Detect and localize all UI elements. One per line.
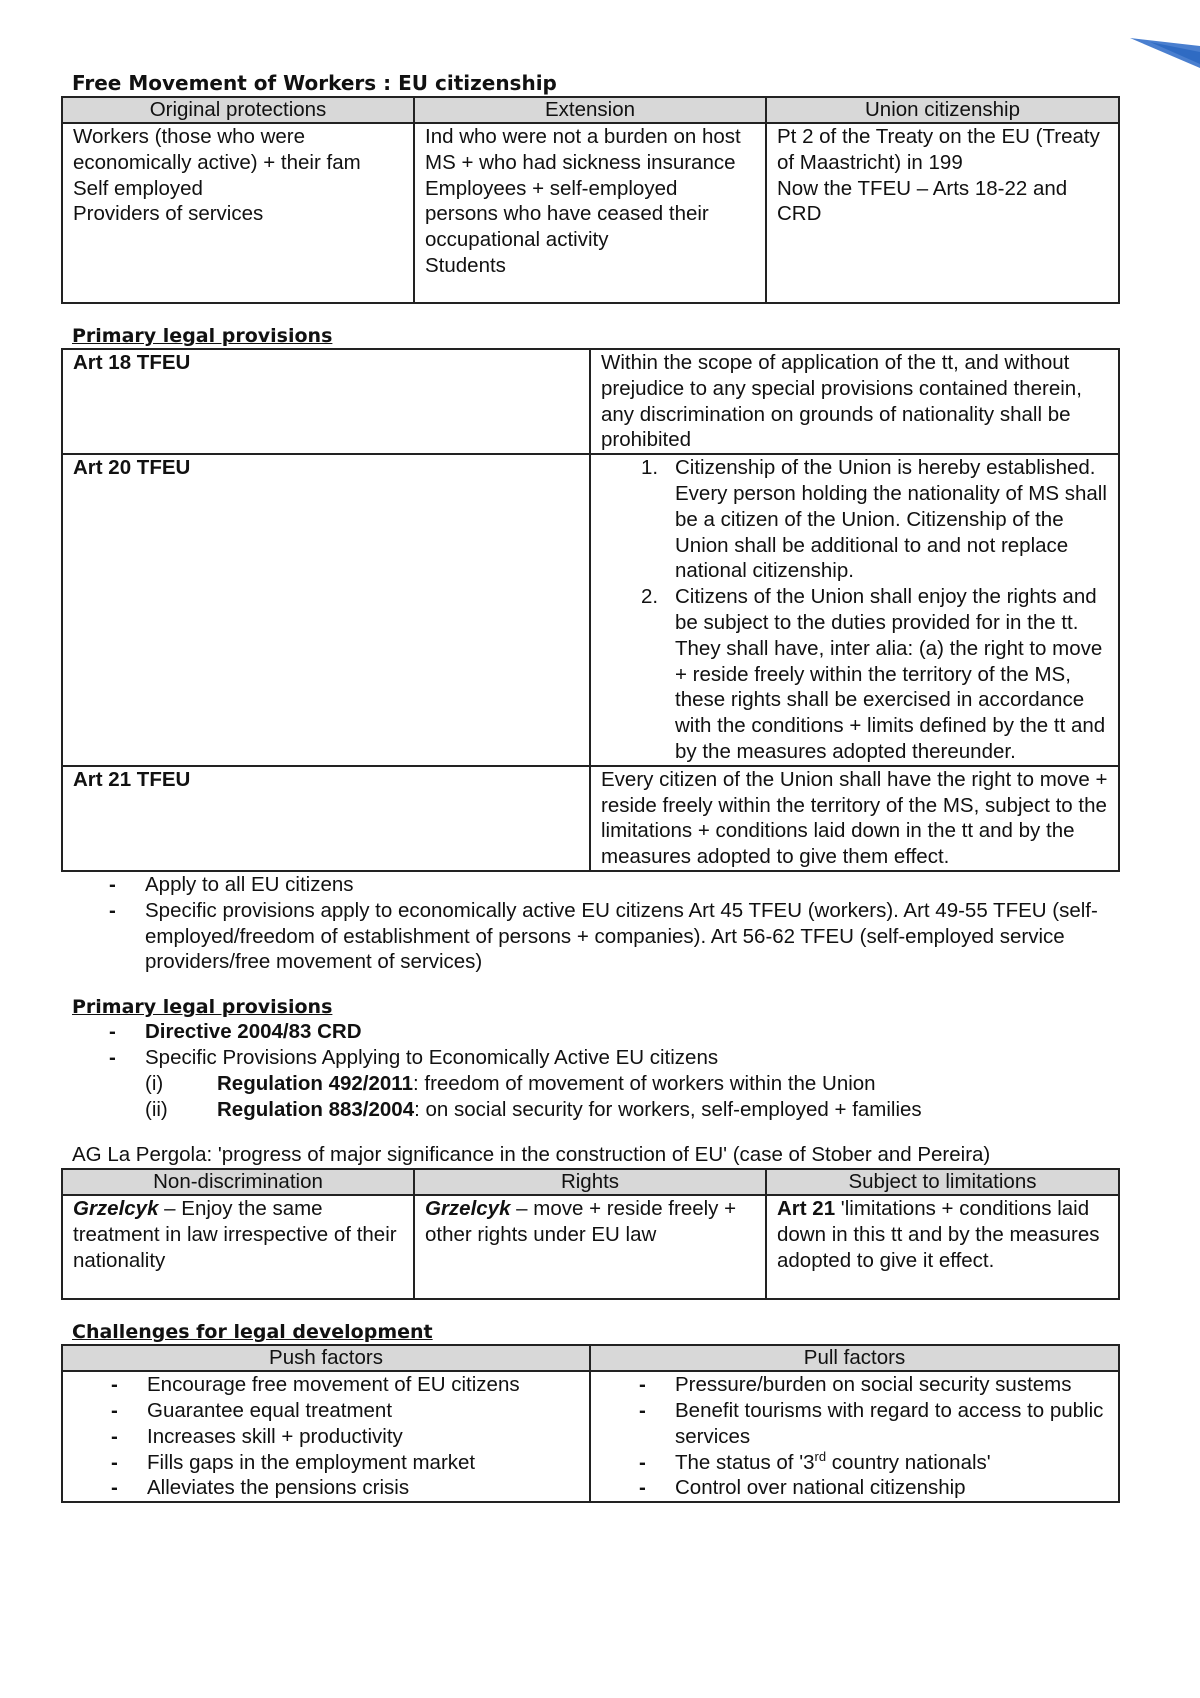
list-item: - Alleviates the pensions crisis	[73, 1475, 579, 1501]
case-name: Grzelcyk	[425, 1197, 511, 1221]
list-text: The status of '3	[675, 1450, 815, 1474]
protections-table	[61, 96, 1120, 304]
cell-line: Students	[425, 253, 506, 277]
limitations-cell	[766, 1195, 1119, 1299]
numbered-list	[61, 1071, 1118, 1123]
union-citizenship-cell	[766, 123, 1119, 303]
corner-decoration-icon	[1130, 38, 1200, 70]
list-item: - Increases skill + productivity	[73, 1424, 579, 1450]
cell-line: Self employed	[73, 176, 203, 200]
article-text	[590, 454, 1119, 766]
cell-line: Now the TFEU – Arts 18-22 and CRD	[777, 176, 1068, 226]
regulation-desc: : on social security for workers, self-employed + families	[414, 1097, 922, 1121]
cell-line: Employees + self-employed persons who have ceased their occupational activity	[425, 176, 709, 252]
section-heading: Challenges for legal development	[72, 1321, 433, 1344]
header-pull-factors: Pull factors	[590, 1345, 1119, 1371]
treaty-articles-table	[61, 348, 1120, 872]
document-page	[61, 70, 1118, 1503]
bullet-list	[61, 872, 1118, 975]
original-protections-cell	[62, 123, 414, 303]
cell-line: Workers (those who were economically active) + their fam	[73, 125, 361, 174]
header-non-discrimination: Non-discrimination	[62, 1169, 414, 1195]
quote-text: AG La Pergola: 'progress of major significance in the construction of EU' (case of Stober and Pereira)	[72, 1143, 991, 1167]
list-item: - Directive 2004/83 CRD	[61, 1019, 1118, 1045]
article-text: Within the scope of application of the tt, and without prejudice to any special provisions contained therein, any discrimination on grounds of nationality shall be prohibited	[590, 349, 1119, 454]
list-item: - Encourage free movement of EU citizens	[73, 1372, 579, 1398]
article-label: Art 18 TFEU	[62, 349, 590, 454]
cell-text: – move + reside freely + other rights under EU law	[425, 1197, 737, 1246]
header-push-factors: Push factors	[62, 1345, 590, 1371]
push-pull-table	[61, 1344, 1120, 1503]
citizenship-rights-table	[61, 1168, 1120, 1300]
list-item: - Pressure/burden on social security sustems	[601, 1372, 1108, 1398]
article-label: Art 20 TFEU	[62, 454, 590, 766]
non-discrimination-cell	[62, 1195, 414, 1299]
list-item: - Guarantee equal treatment	[73, 1398, 579, 1424]
list-item: - Specific Provisions Applying to Economically Active EU citizens	[61, 1045, 1118, 1071]
list-item	[61, 1071, 1118, 1097]
list-item	[601, 455, 1108, 584]
cell-text: – Enjoy the same treatment in law irrespective of their nationality	[73, 1197, 397, 1272]
list-item: - Benefit tourisms with regard to access to public services	[601, 1398, 1108, 1450]
bullet-list	[61, 1019, 1118, 1071]
push-factors-cell	[62, 1371, 590, 1502]
header-rights: Rights	[414, 1169, 766, 1195]
superscript: rd	[814, 1448, 827, 1464]
document-title: Free Movement of Workers : EU citizenship	[72, 71, 557, 95]
list-item	[61, 1097, 1118, 1123]
rights-cell	[414, 1195, 766, 1299]
header-original-protections: Original protections	[62, 97, 414, 123]
list-item	[601, 1450, 1108, 1476]
list-item: - Specific provisions apply to economically active EU citizens Art 45 TFEU (workers). Art 49-55 TFEU (self-employed/freedom of establishment of persons + companies). Art 56-62 TFEU (self-employed service providers/free movement of services)	[61, 898, 1118, 975]
cell-line: Providers of services	[73, 202, 264, 226]
header-union-citizenship: Union citizenship	[766, 97, 1119, 123]
regulation-name: Regulation 883/2004	[217, 1097, 415, 1121]
list-number: (i)	[145, 1071, 164, 1095]
pull-factors-cell	[590, 1371, 1119, 1502]
cell-line: Ind who were not a burden on host MS + who had sickness insurance	[425, 125, 741, 174]
cell-line: Pt 2 of the Treaty on the EU (Treaty of Maastricht) in 199	[777, 125, 1100, 174]
section-heading: Primary legal provisions	[72, 325, 333, 347]
article-name: Art 21	[777, 1197, 836, 1221]
list-text: Citizenship of the Union is hereby established. Every person holding the nationality of MS shall be a citizen of the Union. Citizenship of the Union shall be additional to and not replace national citizenship.	[675, 456, 1107, 583]
extension-cell	[414, 123, 766, 303]
list-item: - Control over national citizenship	[601, 1475, 1108, 1501]
regulation-name: Regulation 492/2011	[217, 1071, 413, 1095]
list-number: 1.	[641, 456, 659, 480]
article-text: Every citizen of the Union shall have the right to move + reside freely within the territory of the MS, subject to the limitations + conditions laid down in the tt and by the measures adopted to give them effect.	[590, 766, 1119, 871]
list-item	[601, 584, 1108, 765]
list-text: country nationals'	[826, 1450, 991, 1474]
header-subject-to-limitations: Subject to limitations	[766, 1169, 1119, 1195]
header-extension: Extension	[414, 97, 766, 123]
list-item: - Fills gaps in the employment market	[73, 1450, 579, 1476]
list-text: Citizens of the Union shall enjoy the rights and be subject to the duties provided for in the tt. They shall have, inter alia: (a) the right to move + reside freely within the territory of the MS, these rights shall be exercised in accordance with the conditions + limits defined by the tt and by the measures adopted thereunder.	[675, 585, 1106, 763]
list-number: (ii)	[145, 1097, 168, 1121]
cell-text: 'limitations + conditions laid down in this tt and by the measures adopted to give it effect.	[777, 1197, 1100, 1272]
regulation-desc: : freedom of movement of workers within the Union	[412, 1071, 876, 1095]
section-heading: Primary legal provisions	[72, 996, 333, 1019]
list-item: - Apply to all EU citizens	[61, 872, 1118, 898]
case-name: Grzelcyk	[73, 1197, 159, 1221]
list-number: 2.	[641, 585, 659, 609]
article-label: Art 21 TFEU	[62, 766, 590, 871]
